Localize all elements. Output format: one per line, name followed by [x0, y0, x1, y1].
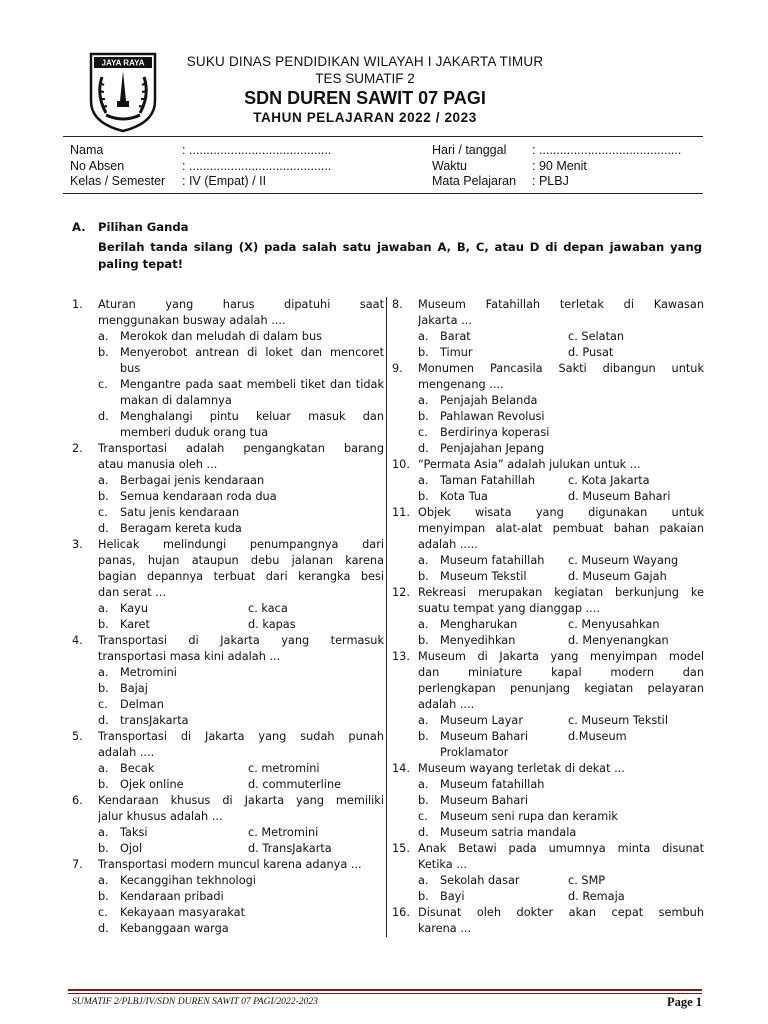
- info-row-time: [432, 159, 681, 175]
- question-item: [72, 537, 384, 633]
- option-letter: b.: [98, 618, 109, 631]
- option-letter: b.: [98, 346, 109, 359]
- info-label: No Absen: [70, 158, 125, 173]
- option-text: Penjajah Belanda: [440, 394, 538, 407]
- answer-option-pair: [418, 473, 704, 489]
- question-number: 1.: [72, 298, 83, 311]
- option-text: Satu jenis kendaraan: [120, 506, 240, 519]
- answer-option[interactable]: c. SMP: [568, 874, 606, 887]
- answer-option[interactable]: [418, 809, 704, 825]
- info-row-name: [70, 143, 331, 159]
- option-letter: d.: [98, 410, 109, 423]
- header-academic-year: TAHUN PELAJARAN 2022 / 2023: [253, 110, 477, 125]
- answer-option-continuation: [418, 745, 704, 761]
- option-letter: a.: [98, 666, 109, 679]
- option-text: Merokok dan meludah di dalam bus: [120, 330, 322, 343]
- answer-option[interactable]: Museum Tekstil: [440, 570, 527, 583]
- option-letter: b.: [418, 794, 429, 807]
- question-item: [392, 905, 704, 937]
- answer-option[interactable]: Ojek online: [120, 778, 184, 791]
- answer-option-pair: [418, 553, 704, 569]
- answer-option-pair: [98, 841, 384, 857]
- question-text: Jakarta ...: [418, 314, 472, 327]
- option-text: Museum seni rupa dan keramik: [440, 810, 618, 823]
- question-text: adalah ....: [98, 746, 155, 759]
- answer-option-pair: [98, 777, 384, 793]
- question-item: [392, 649, 704, 761]
- question-text: Museum Fatahillah terletak di Kawasan: [418, 298, 704, 311]
- answer-option[interactable]: [98, 329, 384, 345]
- question-item: [72, 297, 384, 441]
- question-number: 16.: [392, 906, 410, 919]
- option-letter: a.: [98, 474, 109, 487]
- student-info-left: [70, 143, 331, 190]
- option-letter: a.: [98, 330, 109, 343]
- info-label: Hari / tanggal: [432, 143, 507, 157]
- answer-option[interactable]: c. Museum Tekstil: [568, 714, 668, 727]
- footer-rule-thin: [68, 993, 702, 994]
- option-letter: a.: [98, 602, 109, 615]
- answer-option[interactable]: c. Selatan: [568, 330, 625, 343]
- answer-option[interactable]: Mengharukan: [440, 618, 518, 631]
- option-text: Bajaj: [120, 682, 148, 695]
- option-text: Museum satria mandala: [440, 826, 577, 839]
- question-item: [72, 729, 384, 793]
- answer-option[interactable]: [98, 921, 384, 937]
- questions-column-right: [392, 297, 704, 937]
- info-label: Waktu: [432, 158, 467, 173]
- option-letter: a.: [418, 714, 429, 727]
- question-item: [72, 441, 384, 537]
- answer-option[interactable]: c. metromini: [248, 762, 320, 775]
- header-rule-bottom: [63, 193, 703, 194]
- answer-option-pair: [418, 889, 704, 905]
- option-letter: b.: [418, 634, 429, 647]
- option-letter: d.: [98, 522, 109, 535]
- info-row-subject: [432, 174, 681, 190]
- option-letter: d.: [98, 922, 109, 935]
- answer-option-pair: [418, 873, 704, 889]
- answer-option-pair: [418, 329, 704, 345]
- answer-option-pair: [98, 761, 384, 777]
- answer-option[interactable]: Karet: [120, 618, 150, 631]
- time-value: : 90 Menit: [532, 158, 587, 173]
- answer-option-pair: [98, 601, 384, 617]
- question-item: [392, 361, 704, 457]
- question-number: 15.: [392, 842, 410, 855]
- question-number: 7.: [72, 858, 83, 871]
- option-letter: b.: [98, 778, 109, 791]
- answer-option-pair: [418, 729, 704, 745]
- question-text: transportasi masa kini adalah ...: [98, 650, 281, 663]
- option-text: Kekayaan masyarakat: [120, 906, 246, 919]
- class-value: : IV (Empat) / II: [182, 174, 267, 189]
- option-text: Metromini: [120, 666, 177, 679]
- question-text: Anak Betawi pada umumnya minta disunat: [418, 842, 704, 855]
- question-number: 10.: [392, 458, 410, 471]
- option-letter: b.: [418, 346, 429, 359]
- header-test-name: TES SUMATIF 2: [315, 71, 415, 86]
- header-rule-top: [63, 136, 703, 137]
- question-text: adalah .....: [418, 538, 478, 551]
- date-field[interactable]: : .........................................: [532, 143, 682, 157]
- option-letter: c.: [418, 426, 428, 439]
- answer-option[interactable]: Ojol: [120, 842, 143, 855]
- option-text: Menyerobot antrean di loket dan mencoret bus: [120, 346, 384, 375]
- answer-option-pair: [418, 489, 704, 505]
- option-letter: b.: [98, 490, 109, 503]
- question-number: 9.: [392, 362, 403, 375]
- question-text: Disunat oleh dokter akan cepat sembuh: [418, 906, 704, 919]
- option-letter: b.: [418, 730, 429, 743]
- answer-option[interactable]: [418, 441, 704, 457]
- answer-option[interactable]: Kota Tua: [440, 490, 488, 503]
- option-letter: c.: [98, 906, 108, 919]
- school-logo: [88, 51, 158, 133]
- option-letter: c.: [98, 506, 108, 519]
- answer-option[interactable]: [98, 473, 384, 489]
- answer-option[interactable]: [98, 665, 384, 681]
- question-text: suatu tempat yang dianggap ....: [418, 602, 600, 615]
- info-label: Kelas / Semester: [70, 174, 166, 189]
- answer-option[interactable]: d. Museum Bahari: [568, 490, 671, 503]
- question-item: [392, 297, 704, 361]
- header-school-name: SDN DUREN SAWIT 07 PAGI: [244, 88, 486, 108]
- answer-option[interactable]: Kayu: [120, 602, 148, 615]
- question-number: 2.: [72, 442, 83, 455]
- question-text: Kendaraan khusus di Jakarta yang memiliki: [98, 794, 384, 807]
- option-letter: a.: [98, 826, 109, 839]
- logo-text: JAYA RAYA: [101, 58, 145, 68]
- option-text: Kecanggihan tekhnologi: [120, 874, 256, 887]
- question-text: Museum di Jakarta yang menyimpan model: [418, 650, 704, 663]
- question-text: Aturan yang harus dipatuhi saat: [98, 298, 384, 311]
- question-number: 4.: [72, 634, 83, 647]
- option-letter: a.: [418, 874, 429, 887]
- answer-option[interactable]: [98, 681, 384, 697]
- answer-option-pair: [418, 569, 704, 585]
- option-letter: a.: [98, 874, 109, 887]
- answer-option[interactable]: [98, 505, 384, 521]
- answer-option[interactable]: c. Kota Jakarta: [568, 474, 650, 487]
- question-item: [392, 505, 704, 585]
- student-info-right: [432, 143, 681, 190]
- answer-option[interactable]: [418, 777, 704, 793]
- name-field[interactable]: : .........................................: [182, 143, 332, 157]
- question-text: Transportasi di Jakarta yang sudah punah: [98, 730, 384, 743]
- question-number: 6.: [72, 794, 83, 807]
- question-item: [72, 793, 384, 857]
- option-letter: d.: [98, 714, 109, 727]
- question-text: Transportasi adalah pengangkatan barang: [98, 442, 384, 455]
- answer-option[interactable]: [418, 425, 704, 441]
- question-number: 14.: [392, 762, 410, 775]
- answer-option[interactable]: [98, 905, 384, 921]
- answer-option[interactable]: c. kaca: [248, 602, 288, 615]
- option-letter: a.: [418, 394, 429, 407]
- option-letter: b.: [98, 890, 109, 903]
- question-number: 13.: [392, 650, 410, 663]
- question-text: panas, hujan ataupun debu jalanan karena: [98, 554, 384, 567]
- answer-option[interactable]: d. Menyenangkan: [568, 634, 669, 647]
- option-text: Beragam kereta kuda: [120, 522, 242, 535]
- answer-option[interactable]: Taman Fatahillah: [440, 474, 536, 487]
- question-text: adalah ....: [418, 698, 475, 711]
- option-letter: b.: [418, 490, 429, 503]
- info-row-class: [70, 174, 331, 190]
- option-text: Berdirinya koperasi: [440, 426, 550, 439]
- question-text: Museum wayang terletak di dekat ...: [418, 762, 625, 775]
- answer-option[interactable]: Barat: [440, 330, 471, 343]
- question-text: Monumen Pancasila Sakti dibangun untuk: [418, 362, 704, 375]
- question-number: 12.: [392, 586, 410, 599]
- answer-option[interactable]: Museum Bahari: [440, 730, 529, 743]
- question-text: dan miniature kapal modern dan: [418, 666, 704, 679]
- question-item: [392, 841, 704, 905]
- option-text: Penjajahan Jepang: [440, 442, 545, 455]
- question-text: perlengkapan penunjang kegiatan pelayaran: [418, 682, 704, 695]
- subject-value: : PLBJ: [532, 174, 569, 189]
- answer-option[interactable]: Museum Layar: [440, 714, 523, 727]
- question-item: [392, 457, 704, 505]
- option-letter: a.: [418, 778, 429, 791]
- answer-option-pair: [418, 713, 704, 729]
- question-text: Rekreasi merupakan kegiatan berkunjung ke: [418, 586, 704, 599]
- option-text: Pahlawan Revolusi: [440, 410, 545, 423]
- info-label: Mata Pelajaran: [432, 174, 517, 189]
- answer-option-pair: [98, 617, 384, 633]
- question-number: 3.: [72, 538, 83, 551]
- question-item: [392, 761, 704, 841]
- answer-option[interactable]: d. Pusat: [568, 346, 614, 359]
- section-instruction: Berilah tanda silang (X) pada salah satu jawaban A, B, C, atau D di depan jawaban yang paling tepat!: [98, 240, 702, 271]
- question-text: menggunakan busway adalah ....: [98, 314, 286, 327]
- info-label: Nama: [70, 143, 104, 157]
- option-letter: d.: [418, 826, 429, 839]
- answer-option[interactable]: [98, 713, 384, 729]
- absen-field[interactable]: : .........................................: [182, 158, 332, 173]
- answer-option-pair: [418, 617, 704, 633]
- question-item: [72, 857, 384, 937]
- answer-option[interactable]: [98, 489, 384, 505]
- option-letter: b.: [418, 570, 429, 583]
- answer-option[interactable]: c. Metromini: [248, 826, 319, 839]
- question-item: [392, 585, 704, 649]
- answer-option[interactable]: c. Menyusahkan: [568, 618, 660, 631]
- answer-option-pair: [418, 633, 704, 649]
- option-letter: c.: [418, 810, 428, 823]
- question-text: Ketika ...: [418, 858, 467, 871]
- answer-option[interactable]: Sekolah dasar: [440, 874, 520, 887]
- answer-option-pair: [98, 825, 384, 841]
- footer-rule: [68, 989, 702, 991]
- option-text: transJakarta: [120, 714, 189, 727]
- question-text: atau manusia oleh ...: [98, 458, 218, 471]
- question-number: 8.: [392, 298, 403, 311]
- answer-option[interactable]: [418, 393, 704, 409]
- section-title: Pilihan Ganda: [98, 220, 189, 234]
- question-text: karena ...: [418, 922, 472, 935]
- option-letter: b.: [98, 682, 109, 695]
- option-text: Delman: [120, 698, 164, 711]
- answer-option[interactable]: [98, 873, 384, 889]
- option-text: Semua kendaraan roda dua: [120, 490, 277, 503]
- answer-option[interactable]: d. Remaja: [568, 890, 625, 903]
- question-number: 5.: [72, 730, 83, 743]
- section-letter: A.: [72, 220, 86, 234]
- header-agency: SUKU DINAS PENDIDIKAN WILAYAH I JAKARTA TIMUR: [186, 54, 544, 69]
- option-letter: c.: [98, 378, 108, 391]
- answer-option-pair: [418, 345, 704, 361]
- option-text: Mengantre pada saat membeli tiket dan tidak makan di dalamnya: [120, 378, 384, 407]
- answer-option[interactable]: Bayi: [440, 890, 465, 903]
- answer-option[interactable]: [98, 345, 384, 377]
- answer-option[interactable]: [98, 521, 384, 537]
- question-text: “Permata Asia” adalah julukan untuk ...: [418, 458, 641, 471]
- info-row-absen: [70, 159, 331, 175]
- answer-option[interactable]: d. commuterline: [248, 778, 342, 791]
- option-text: Proklamator: [440, 746, 509, 759]
- question-text: menyimpan alat-alat pembuat bahan pakaian: [418, 522, 704, 535]
- answer-option[interactable]: [98, 889, 384, 905]
- column-divider: [386, 297, 387, 937]
- page-number: Page 1: [666, 995, 702, 1009]
- option-letter: b.: [418, 890, 429, 903]
- answer-option[interactable]: d. kapas: [248, 618, 296, 631]
- option-letter: a.: [98, 762, 109, 775]
- option-letter: d.: [418, 442, 429, 455]
- question-text: dan serat ...: [98, 586, 167, 599]
- question-text: mengenang ....: [418, 378, 504, 391]
- answer-option[interactable]: [98, 377, 384, 409]
- option-letter: b.: [418, 410, 429, 423]
- footer-text: SUMATIF 2/PLBJ/IV/SDN DUREN SAWIT 07 PAGI/2022-2023: [72, 996, 318, 1007]
- answer-option[interactable]: d. Museum Gajah: [568, 570, 667, 583]
- answer-option[interactable]: c. Museum Wayang: [568, 554, 679, 567]
- option-text: Menghalangi pintu keluar masuk dan memberi duduk orang tua: [120, 410, 384, 439]
- answer-option[interactable]: Becak: [120, 762, 155, 775]
- option-letter: b.: [98, 842, 109, 855]
- question-text: Helicak melindungi penumpangnya dari: [98, 538, 384, 551]
- answer-option[interactable]: Museum fatahillah: [440, 554, 545, 567]
- answer-option[interactable]: [418, 409, 704, 425]
- question-number: 11.: [392, 506, 410, 519]
- option-text: Museum fatahillah: [440, 778, 545, 791]
- question-text: Objek wisata yang digunakan untuk: [418, 506, 704, 519]
- question-text: jalur khusus adalah ...: [98, 810, 223, 823]
- answer-option[interactable]: Taksi: [120, 826, 148, 839]
- answer-option[interactable]: d. TransJakarta: [248, 842, 332, 855]
- questions-column-left: [72, 297, 384, 937]
- question-text: Transportasi di Jakarta yang termasuk: [98, 634, 384, 647]
- answer-option[interactable]: d.Museum: [568, 730, 627, 743]
- answer-option[interactable]: [98, 697, 384, 713]
- answer-option[interactable]: [418, 825, 704, 841]
- option-letter: a.: [418, 474, 429, 487]
- option-text: Kendaraan pribadi: [120, 890, 224, 903]
- option-letter: a.: [418, 618, 429, 631]
- answer-option[interactable]: [98, 409, 384, 441]
- info-row-date: [432, 143, 681, 159]
- question-item: [72, 633, 384, 729]
- question-text: bagian depannya terbuat dari kerangka besi: [98, 570, 384, 583]
- answer-option[interactable]: [418, 793, 704, 809]
- option-letter: c.: [98, 698, 108, 711]
- option-letter: a.: [418, 554, 429, 567]
- option-text: Berbagai jenis kendaraan: [120, 474, 265, 487]
- option-text: Kebanggaan warga: [120, 922, 229, 935]
- option-letter: a.: [418, 330, 429, 343]
- option-text: Museum Bahari: [440, 794, 529, 807]
- question-text: Transportasi modern muncul karena adanya ...: [98, 858, 362, 871]
- answer-option[interactable]: Timur: [440, 346, 473, 359]
- answer-option[interactable]: Menyedihkan: [440, 634, 516, 647]
